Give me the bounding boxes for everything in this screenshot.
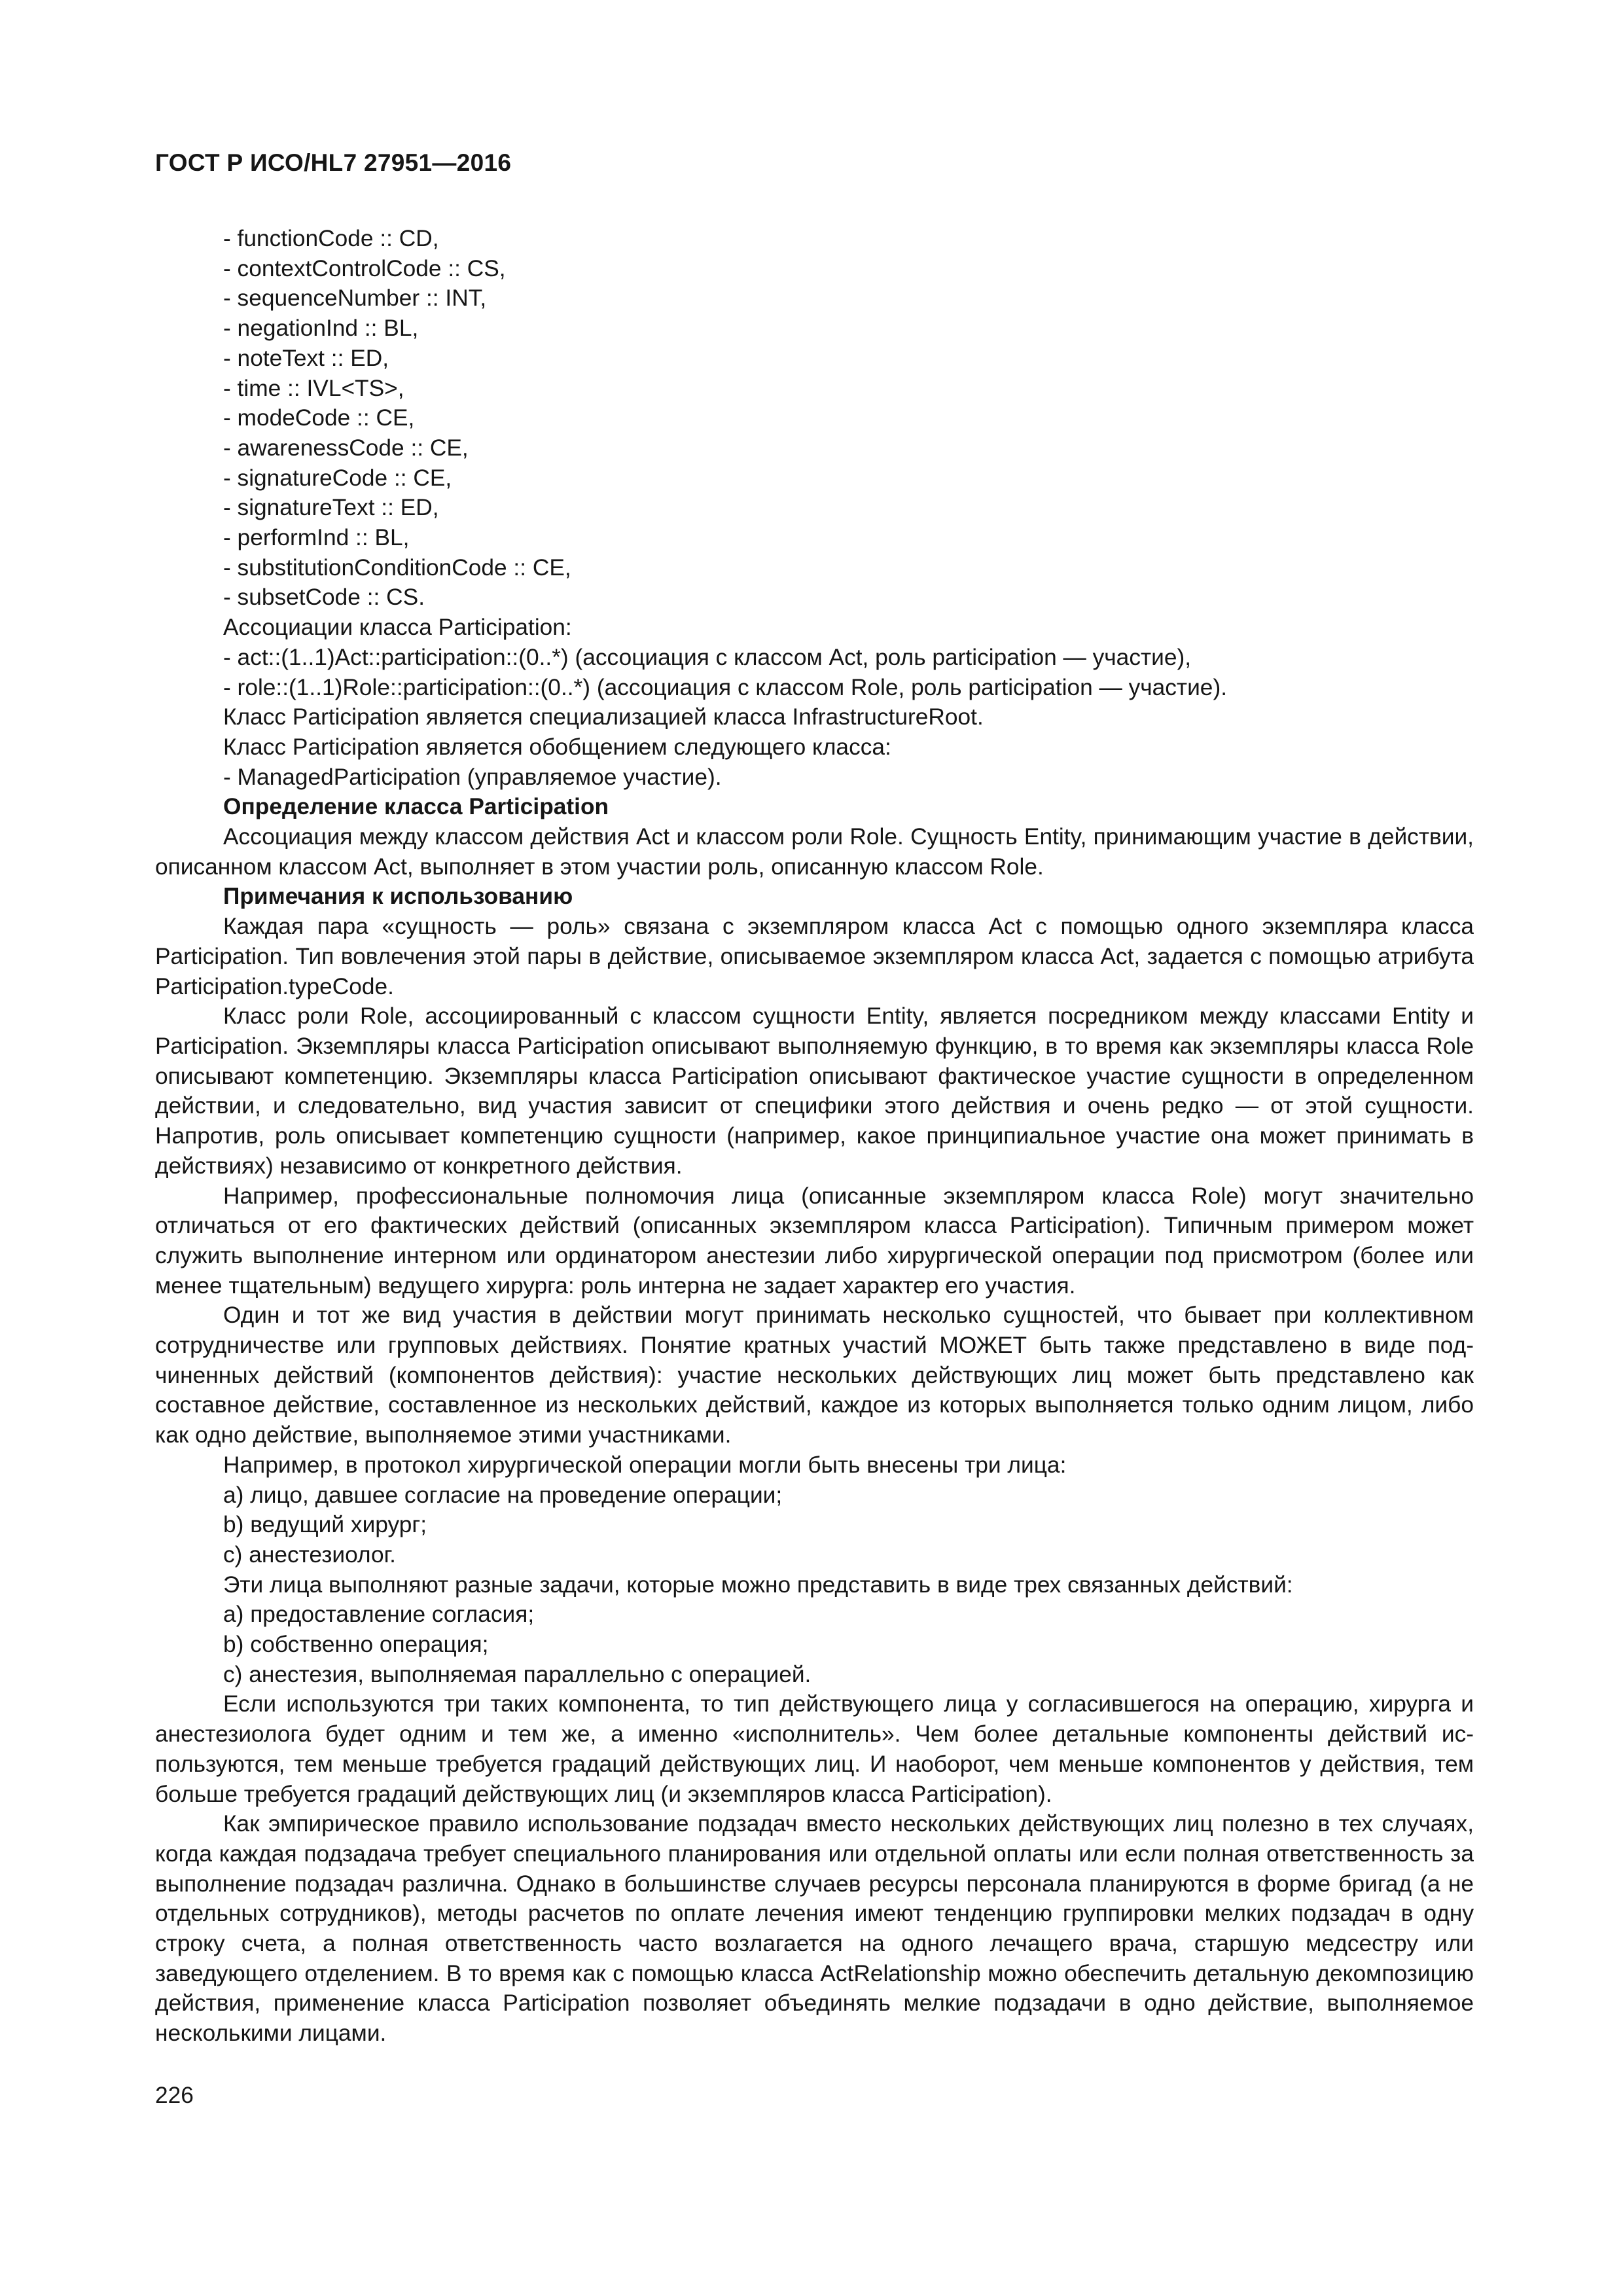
document-header: ГОСТ Р ИСО/HL7 27951—2016 (155, 149, 512, 176)
page-number: 226 (155, 2083, 194, 2108)
actions-list-item: c) анестезия, выполняемая параллельно с операцией. (223, 1661, 812, 1687)
attribute-item: - sequenceNumber :: INT, (223, 285, 487, 312)
definition-paragraph: Ассоциация между классом действия Act и классом роли Role. Сущность Entity, принимающим участие в действии, описанном классом Act, выполняет в этом участии роль, описанную классом Role. (155, 824, 1474, 880)
attribute-item: - functionCode :: CD, (223, 226, 439, 251)
persons-list-item: b) ведущий хирург; (223, 1512, 427, 1538)
usage-paragraph: Один и тот же вид участия в действии могут принимать несколько сущностей, что бывает при коллективном сотрудничестве или групповых действиях. Понятие кратных участий МОЖЕТ быть также представлено в виде подчиненных действий (компонентов действия): участие нескольких действующих лиц может быть представлено как составное действие, составленное из нескольких действий, каждое из которых выполняется только одним лицом, либо как одно действие, выполняемое этими участниками. (155, 1302, 1474, 1448)
actions-list-item: b) собственно операция; (223, 1632, 489, 1658)
usage-heading: Примечания к использованию (223, 884, 573, 910)
attribute-item: - contextControlCode :: CS, (223, 255, 506, 281)
association-item: - role::(1..1)Role::participation::(0..*) (ассоциация с классом Role, роль participation — участие). (223, 674, 1228, 700)
attribute-item: - negationInd :: BL, (223, 315, 419, 342)
attribute-item: - awarenessCode :: CE, (223, 435, 469, 461)
attribute-item: - time :: IVL<TS>, (223, 375, 404, 401)
usage-paragraph: Например, в протокол хирургической операции могли быть внесены три лица: (223, 1452, 1067, 1478)
definition-heading: Определение класса Participation (223, 794, 609, 820)
usage-paragraph: Как эмпирическое правило использование подзадач вместо нескольких действующих лиц полезно в тех случаях, когда каждая подзадача требует специального планирования или отдельной оплаты или если полная ответственность за выполнение подзадач различна. Однако в большинстве случаев ресурсы персонала планируются в форме бригад (а не отдельных сотрудников), методы расчетов по оплате лечения имеют тенденцию группировки мелких подзадач в одну строку счета, а полная ответственность часто возлагается на одного лечащего врача, старшую медсестру или заведующего отделением. В то время как с помощью класса ActRelationship можно обеспечить детальную декомпозицию действия, применение класса Participation позволяет объединять мелкие подзадачи в одно действие, выполняемое несколькими лицами. (155, 1811, 1474, 2047)
attribute-item: - signatureCode :: CE, (223, 465, 452, 491)
attribute-item: - subsetCode :: CS. (223, 584, 425, 611)
attribute-item: - modeCode :: CE, (223, 405, 415, 431)
specialization-note: Класс Participation является специализацией класса InfrastructureRoot. (223, 704, 984, 730)
usage-paragraph: Если используются три таких компонента, то тип действующего лица у согласившегося на операцию, хирурга и анестезиолога будет одним и тем же, а именно «исполнитель». Чем более детальные компоненты действий используются, тем меньше требуется градаций действующих лиц. И наоборот, чем меньше компонентов у действия, тем больше требуется градаций действующих лиц (и экземпляров класса Participation). (155, 1691, 1474, 1807)
attribute-list (155, 224, 1474, 613)
page-content (155, 224, 1474, 2049)
attribute-item: - noteText :: ED, (223, 345, 389, 371)
association-item: - act::(1..1)Act::participation::(0..*) (ассоциация с классом Act, роль participation — участие), (223, 644, 1192, 670)
persons-list-item: c) анестезиолог. (223, 1541, 396, 1568)
associations-title: Ассоциации класса Participation: (223, 615, 572, 641)
subclass-item: - ManagedParticipation (управляемое участие). (223, 764, 722, 790)
usage-paragraph: Например, профессиональные полномочия лица (описанные экземпляром класса Role) могут значительно отличаться от его фактических действий (описанных экземпляром класса Participation). Типичным примером может служить выполнение интерном или ординатором анестезии либо хирургической операции под присмотром (более или менее тщательным) ведущего хирурга: роль интерна не задает характер его участия. (155, 1183, 1474, 1299)
generalization-note: Класс Participation является обобщением следующего класса: (223, 734, 891, 760)
usage-paragraph: Класс роли Role, ассоциированный с классом сущности Entity, является посредником между классами Entity и Participation. Экземпляры класса Participation описывают выполняемую функцию, в то время как экземпляры класса Role описывают компетенцию. Экземпляры класса Participation описывают фактическое участие сущности в определенном действии, и следовательно, вид участия зависит от специфики этого действия и очень редко — от этой сущности. Напротив, роль описывает компетенцию сущности (например, какое принципиальное участие она может принимать в действиях) независимо от конкретного действия. (155, 1003, 1474, 1179)
usage-paragraph: Эти лица выполняют разные задачи, которые можно представить в виде трех связанных действий: (223, 1571, 1293, 1598)
persons-list-item: a) лицо, давшее согласие на проведение операции; (223, 1482, 783, 1508)
attribute-item: - signatureText :: ED, (223, 495, 439, 521)
usage-paragraph: Каждая пара «сущность — роль» связана с экземпляром класса Act с помощью одного экземпляра класса Participation. Тип вовлечения этой пары в действие, описываемое экземпляром класса Act, задается с помощью атрибута Participation.typeCode. (155, 914, 1474, 999)
attribute-item: - performInd :: BL, (223, 525, 410, 551)
attribute-item: - substitutionConditionCode :: CE, (223, 554, 571, 581)
actions-list-item: a) предоставление согласия; (223, 1602, 535, 1628)
